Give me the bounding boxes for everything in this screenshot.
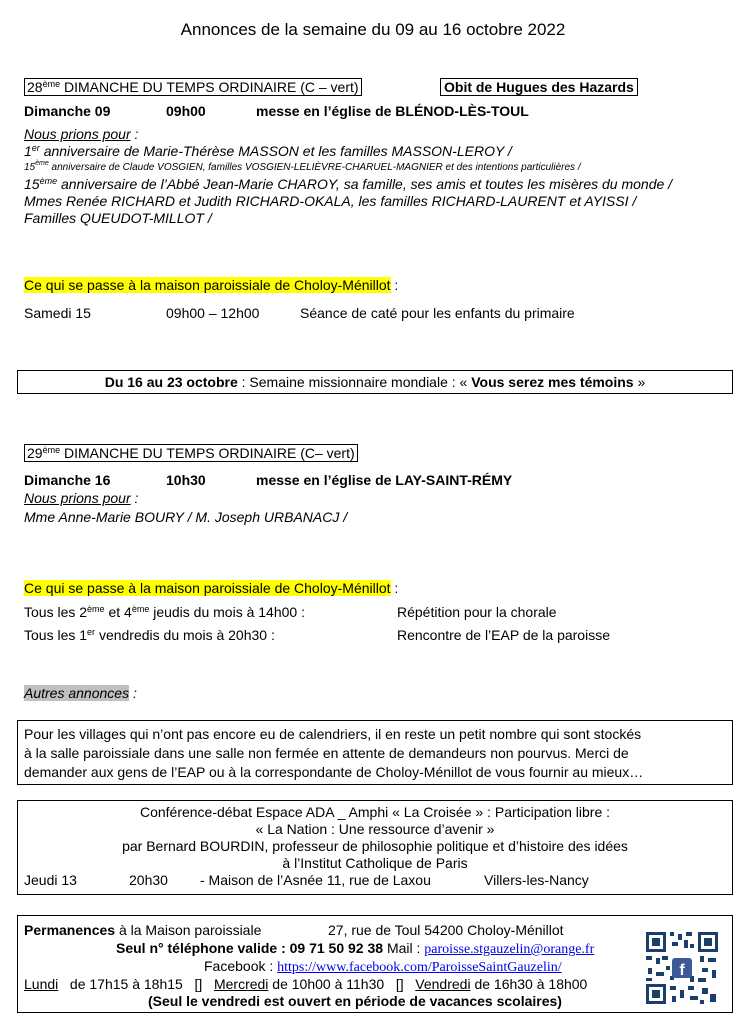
intention: Mme Anne-Marie BOURY / M. Joseph URBANACJ / <box>24 509 348 525</box>
house-heading-2 <box>24 580 398 596</box>
sunday-number: 29 <box>27 445 43 461</box>
event-choir-desc: Répétition pour la chorale <box>397 604 557 620</box>
event-eap-desc: Rencontre de l’EAP de la paroisse <box>397 627 610 643</box>
other-heading-colon: : <box>129 685 137 701</box>
event-text: Tous les 2 <box>24 604 88 620</box>
sunday-heading-2 <box>24 444 358 462</box>
hours-line <box>24 976 587 992</box>
calendar-line: à la salle paroissiale dans une salle non fermée en attente de demandeurs non pourvus. Merci de <box>24 745 629 761</box>
mail-link[interactable]: paroisse.stgauzelin@orange.fr <box>424 942 595 957</box>
hours-time: de 16h30 à 18h00 <box>470 976 588 992</box>
pray-label-1 <box>24 126 138 142</box>
event-eap <box>24 627 275 643</box>
other-heading-text: Autres annonces <box>24 685 130 701</box>
conference-title: « La Nation : Une ressource d’avenir » <box>255 821 495 837</box>
event-text: et 4 <box>104 604 132 620</box>
page-title: Annonces de la semaine du 09 au 16 octobre 2022 <box>180 20 566 39</box>
facebook-label: Facebook : <box>204 958 278 974</box>
pray-label: Nous prions pour <box>24 126 131 142</box>
contact-box <box>17 915 733 1013</box>
obit-box: Obit de Hugues des Hazards <box>440 78 638 96</box>
event-text: vendredis du mois à 20h30 : <box>95 627 275 643</box>
permanences-label: Permanences <box>24 922 116 938</box>
hours-day: Mercredi <box>213 976 269 992</box>
sunday-sup: ème <box>42 445 61 455</box>
calendar-line: Pour les villages qui n’ont pas encore eu de calendriers, il en reste un petit nombre qui sont stockés <box>24 726 642 742</box>
intention: Familles QUEUDOT-MILLOT / <box>24 210 212 226</box>
intention-num: 15 <box>24 162 36 173</box>
hours-time: de 10h00 à 11h30 [] <box>268 976 416 992</box>
calendar-notice-box <box>17 720 733 785</box>
conference-place: - Maison de l’Asnée 11, rue de Laxou <box>200 872 431 888</box>
conference-details <box>18 872 732 890</box>
event-time: 09h00 – 12h00 <box>166 305 260 321</box>
intention-num: 15 <box>24 176 40 192</box>
pray-colon: : <box>130 126 139 142</box>
intention <box>24 143 512 159</box>
intention-text: anniversaire de Claude VOSGIEN, familles VOSGIEN-LELIÈVRE-CHARUEL-MAGNIER et des intentions particulières / <box>48 162 581 173</box>
mission-end: » <box>633 374 646 390</box>
svg-text:f: f <box>679 962 685 979</box>
mission-week-box <box>17 370 733 394</box>
house-heading-colon: : <box>390 277 399 293</box>
qr-code[interactable] <box>644 930 720 1006</box>
sunday-number: 28 <box>27 79 43 95</box>
conference-box <box>17 800 733 895</box>
house-heading-text: Ce qui se passe à la maison paroissiale de Choloy-Ménillot <box>24 277 391 293</box>
sunday-text: DIMANCHE DU TEMPS ORDINAIRE (C – vert) <box>60 79 359 95</box>
event-text: Tous les 1 <box>24 627 88 643</box>
intention <box>24 176 672 192</box>
house-heading-1 <box>24 277 398 293</box>
sunday-sup: ème <box>42 79 61 89</box>
mass-time-1: 09h00 <box>166 103 206 119</box>
intention-text: anniversaire de Marie-Thérèse MASSON et les familles MASSON-LEROY / <box>39 143 512 159</box>
mass-day-2: Dimanche 16 <box>24 472 111 488</box>
event-day: Samedi 15 <box>24 305 91 321</box>
other-heading <box>24 685 137 701</box>
phone-label: Seul n° téléphone valide : 09 71 50 92 38 <box>116 940 384 956</box>
intention: Mmes Renée RICHARD et Judith RICHARD-OKALA, les familles RICHARD-LAURENT et AYISSI / <box>24 193 637 209</box>
conference-time: 20h30 <box>129 872 168 888</box>
intention-sup: ème <box>39 176 58 186</box>
mass-place-1: messe en l’église de BLÉNOD-LÈS-TOUL <box>256 103 529 119</box>
mission-dates: Du 16 au 23 octobre <box>104 374 238 390</box>
conference-town: Villers-les-Nancy <box>484 872 589 888</box>
mission-theme: Vous serez mes témoins <box>471 374 634 390</box>
event-text: jeudis du mois à 14h00 : <box>149 604 305 620</box>
intention-num: 1 <box>24 143 32 159</box>
hours-time: de 17h15 à 18h15 [] <box>58 976 214 992</box>
conference-day: Jeudi 13 <box>24 872 77 888</box>
sunday-heading-1 <box>24 78 362 96</box>
mission-text: : Semaine missionnaire mondiale : « <box>237 374 472 390</box>
event-sup: ème <box>87 604 105 614</box>
event-sup: ème <box>131 604 150 614</box>
event-desc: Séance de caté pour les enfants du primaire <box>300 305 575 321</box>
intention-sup: er <box>31 143 40 153</box>
event-choir <box>24 604 305 620</box>
event-sup: er <box>87 627 96 637</box>
house-heading-colon: : <box>390 580 399 596</box>
hours-day: Lundi <box>24 976 59 992</box>
pray-colon: : <box>130 490 139 506</box>
mass-time-2: 10h30 <box>166 472 206 488</box>
facebook-link[interactable]: https://www.facebook.com/ParoisseSaintGauzelin/ <box>277 960 562 975</box>
conference-line: Conférence-débat Espace ADA _ Amphi « La Croisée » : Participation libre : <box>139 804 611 820</box>
conference-institute: à l’Institut Catholique de Paris <box>282 855 468 871</box>
calendar-line: demander aux gens de l’EAP ou à la correspondante de Choloy-Ménillot de vous fournir au mieux… <box>24 764 644 780</box>
mail-label: Mail : <box>383 940 425 956</box>
vacation-note: (Seul le vendredi est ouvert en période de vacances scolaires) <box>148 993 562 1009</box>
conference-speaker: par Bernard BOURDIN, professeur de philosophie politique et d’histoire des idées <box>122 838 628 854</box>
qr-code-graphic <box>644 930 720 1006</box>
contact-address: 27, rue de Toul 54200 Choloy-Ménillot <box>328 922 564 938</box>
house-heading-text: Ce qui se passe à la maison paroissiale de Choloy-Ménillot <box>24 580 391 596</box>
mass-place-2: messe en l’église de LAY-SAINT-RÉMY <box>256 472 513 488</box>
facebook-line <box>204 958 562 976</box>
pray-label-2 <box>24 490 138 506</box>
permanences-text: à la Maison paroissiale <box>115 922 262 938</box>
intention <box>24 162 581 173</box>
mass-day-1: Dimanche 09 <box>24 103 111 119</box>
phone-line <box>116 940 594 958</box>
pray-label: Nous prions pour <box>24 490 131 506</box>
hours-day: Vendredi <box>415 976 471 992</box>
intention-text: anniversaire de l’Abbé Jean-Marie CHAROY, sa famille, ses amis et toutes les misères du monde / <box>57 176 673 192</box>
permanences-line <box>24 922 261 938</box>
sunday-text: DIMANCHE DU TEMPS ORDINAIRE (C– vert) <box>60 445 355 461</box>
intention-sup: ème <box>35 160 49 167</box>
